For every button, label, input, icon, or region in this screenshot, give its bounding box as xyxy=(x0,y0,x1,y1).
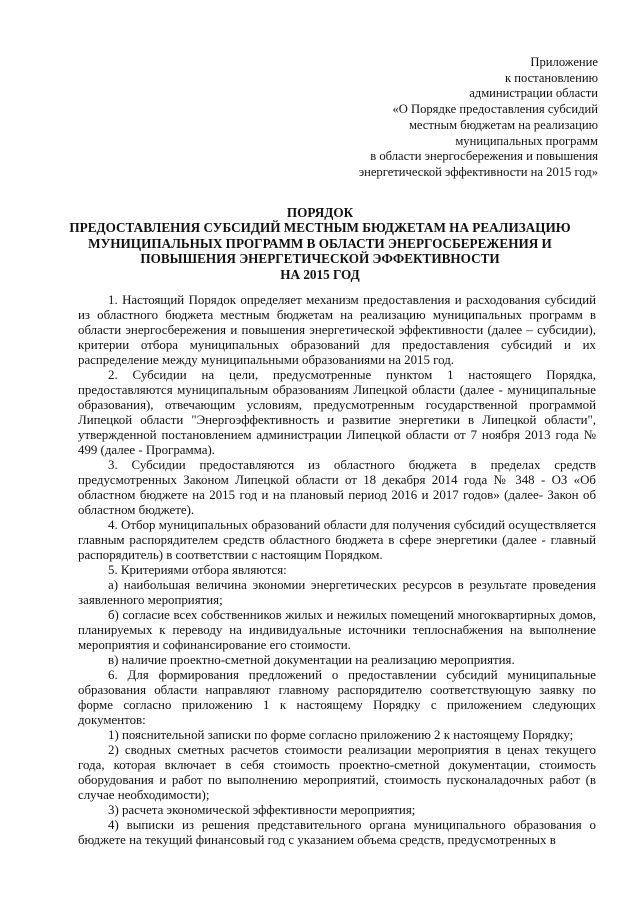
paragraph: 1) пояснительной записки по форме согласно приложению 2 к настоящему Порядку; xyxy=(108,728,574,742)
appendix-block xyxy=(298,55,598,181)
title-line: ПОВЫШЕНИЯ ЭНЕРГЕТИЧЕСКОЙ ЭФФЕКТИВНОСТИ xyxy=(140,251,500,267)
appendix-line: Приложение xyxy=(530,55,598,69)
paragraph: 2) сводных сметных расчетов стоимости реализации мероприятия в ценах текущего года, которая включает в себя стоимость проектно-сметной документации, стоимость оборудования и работ по выполнению мероприятий, стоимость пусконаладочных работ (в случае необходимости); xyxy=(78,743,596,802)
paragraph: 2. Субсидии на цели, предусмотренные пунктом 1 настоящего Порядка, предоставляются муниципальным образованиям Липецкой области (далее - муниципальные образования), отвечающим условиям, предусмотренным государственной программой Липецкой области "Энергоэффективность и развитие энергетики в Липецкой области", утвержденной постановлением администрации Липецкой области от 7 ноября 2013 года № 499 (далее - Программа). xyxy=(78,368,596,457)
appendix-line: в области энергосбережения и повышения xyxy=(370,149,598,164)
document-body xyxy=(78,293,596,848)
appendix-line: муниципальных программ xyxy=(455,133,598,148)
paragraph: 3) расчета экономической эффективности мероприятия; xyxy=(108,803,416,817)
appendix-line: «О Порядке предоставления субсидий xyxy=(392,102,598,117)
title-line: ПОРЯДОК xyxy=(286,205,354,220)
paragraph: 1. Настоящий Порядок определяет механизм предоставления и расходования субсидий из областного бюджета местным бюджетам на реализацию муниципальных программ в области энергосбережения и повышения энергетической эффективности (далее – субсидии), критерии отбора муниципальных образований для предоставления субсидий и их распределение между муниципальными образованиями на 2015 год. xyxy=(78,293,596,367)
document-title xyxy=(60,205,580,282)
paragraph: а) наибольшая величина экономии энергетических ресурсов в результате проведения заявленного мероприятия; xyxy=(78,578,596,607)
appendix-line: к постановлению xyxy=(504,70,598,85)
paragraph: 4. Отбор муниципальных образований области для получения субсидий осуществляется главным распорядителем средств областного бюджета в сфере энергетики (далее - главный распорядитель) в соответствии с настоящим Порядком. xyxy=(78,518,596,562)
title-line: НА 2015 ГОД xyxy=(280,266,360,282)
paragraph: 6. Для формирования предложений о предоставлении субсидий муниципальные образования области направляют главному распорядителю соответствующую заявку по форме согласно приложению 1 к настоящему Порядку с приложением следующих документов: xyxy=(78,668,596,727)
paragraph: 3. Субсидии предоставляются из областного бюджета в пределах средств предусмотренных Законом Липецкой области от 18 декабря 2014 года № 348 - ОЗ «Об областном бюджете на 2015 год и на плановый период 2016 и 2017 годов» (далее- Закон об областном бюджете). xyxy=(78,458,596,517)
title-line: ПРЕДОСТАВЛЕНИЯ СУБСИДИЙ МЕСТНЫМ БЮДЖЕТАМ НА РЕАЛИЗАЦИЮ xyxy=(69,220,571,236)
paragraph: 4) выписки из решения представительного органа муниципального образования о бюджете на текущий финансовый год с указанием объема средств, предусмотренных в xyxy=(78,818,596,847)
paragraph: 5. Критериями отбора являются: xyxy=(108,563,287,577)
paragraph: б) согласие всех собственников жилых и нежилых помещений многоквартирных домов, планируемых к переводу на индивидуальные источники теплоснабжения на выполнение мероприятия и софинансирование его стоимости. xyxy=(78,608,596,652)
paragraph: в) наличие проектно-сметной документации на реализацию мероприятия. xyxy=(108,653,515,667)
appendix-line: местным бюджетам на реализацию xyxy=(408,117,598,132)
appendix-line: администрации области xyxy=(469,86,598,101)
appendix-line: энергетической эффективности на 2015 год» xyxy=(358,164,598,179)
title-line: МУНИЦИПАЛЬНЫХ ПРОГРАММ В ОБЛАСТИ ЭНЕРГОСБЕРЕЖЕНИЯ И xyxy=(88,235,552,251)
